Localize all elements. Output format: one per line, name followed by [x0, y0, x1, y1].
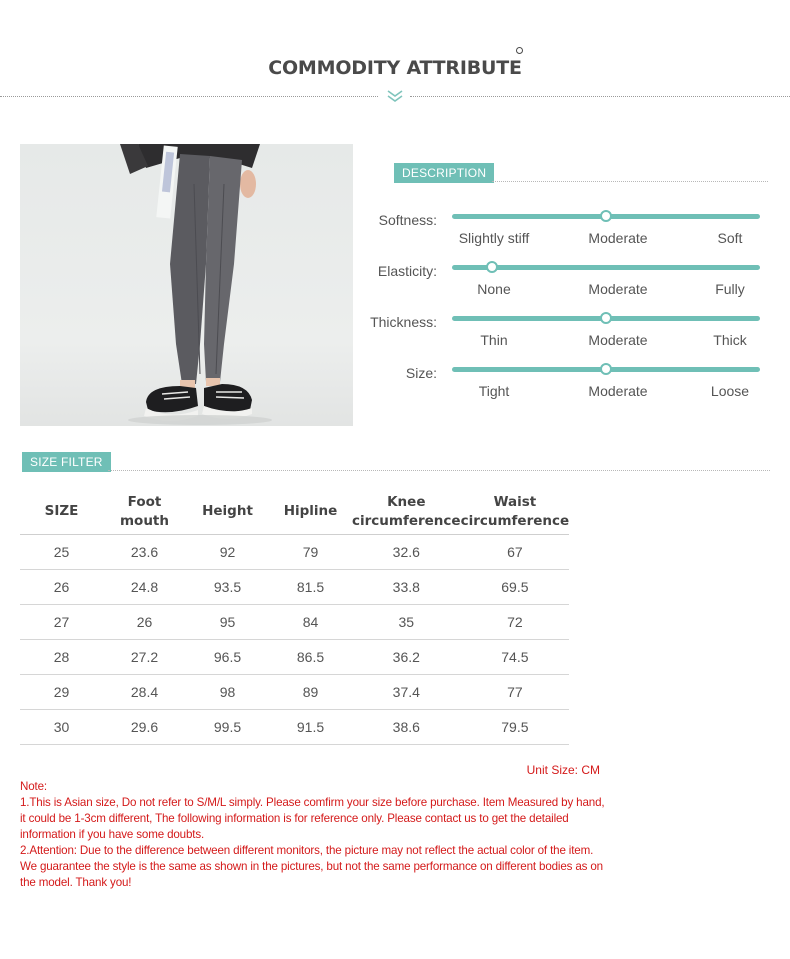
table-cell: 37.4 — [352, 674, 461, 709]
table-cell: 95 — [186, 604, 269, 639]
column-header-line: circumference — [460, 512, 570, 529]
column-header-line: Height — [202, 503, 253, 520]
column-header-line: SIZE — [44, 503, 79, 520]
table-row — [20, 709, 569, 744]
attribute-slider-track — [452, 265, 760, 270]
table-cell: 77 — [461, 674, 570, 709]
column-header-line: Hipline — [283, 503, 338, 520]
notes-line-1: 1.This is Asian size, Do not refer to S/M/L simply. Please comfirm your size before purchase. Item Measured by hand, it could be 1-3cm different, The following information is for reference only. Please contact us to get the detailed information if you have some doubts. — [20, 796, 605, 841]
table-cell: 38.6 — [352, 709, 461, 744]
column-header-line: Knee — [387, 493, 426, 510]
attribute-level-label: Fully — [715, 281, 745, 297]
size-table-header — [20, 490, 569, 534]
column-header — [20, 490, 103, 534]
table-cell: 79 — [269, 534, 352, 569]
column-header — [461, 490, 570, 534]
product-photo — [20, 144, 353, 426]
table-cell: 25 — [20, 534, 103, 569]
jeans-model-illustration — [20, 144, 353, 426]
table-cell: 72 — [461, 604, 570, 639]
attribute-level-label: Moderate — [588, 281, 648, 297]
attribute-slider-knob — [486, 261, 498, 273]
table-cell: 26 — [20, 569, 103, 604]
table-cell: 84 — [269, 604, 352, 639]
column-header-line: Waist — [493, 493, 537, 510]
table-cell: 86.5 — [269, 639, 352, 674]
table-cell: 24.8 — [103, 569, 186, 604]
table-cell: 27 — [20, 604, 103, 639]
attribute-level-label: Moderate — [588, 332, 648, 348]
size-table-body — [20, 534, 569, 744]
attribute-level-label: Moderate — [588, 383, 648, 399]
column-header — [269, 490, 352, 534]
table-cell: 32.6 — [352, 534, 461, 569]
description-divider — [492, 181, 768, 182]
attribute-level-label: Soft — [717, 230, 743, 246]
table-cell: 69.5 — [461, 569, 570, 604]
notes — [20, 779, 605, 891]
table-cell: 79.5 — [461, 709, 570, 744]
attribute-level-label: Thin — [480, 332, 508, 348]
attribute-label: Softness: — [378, 212, 437, 228]
attribute-level-label: Moderate — [588, 230, 648, 246]
table-cell: 93.5 — [186, 569, 269, 604]
column-header — [186, 490, 269, 534]
table-cell: 33.8 — [352, 569, 461, 604]
attribute-slider-knob — [600, 312, 612, 324]
divider-left — [0, 96, 378, 97]
table-row — [20, 569, 569, 604]
attribute-level-label: Slightly stiff — [458, 230, 530, 246]
table-cell: 23.6 — [103, 534, 186, 569]
divider-right — [410, 96, 790, 97]
column-header-line: Foot — [127, 493, 162, 510]
size-filter-tag: SIZE FILTER — [22, 452, 111, 472]
table-cell: 35 — [352, 604, 461, 639]
table-cell: 26 — [103, 604, 186, 639]
notes-heading: Note: — [20, 780, 47, 793]
table-cell: 81.5 — [269, 569, 352, 604]
ring-icon — [516, 47, 523, 54]
table-cell: 92 — [186, 534, 269, 569]
table-cell: 28.4 — [103, 674, 186, 709]
table-row — [20, 534, 569, 569]
table-row — [20, 604, 569, 639]
table-cell: 67 — [461, 534, 570, 569]
attribute-level-label: None — [477, 281, 511, 297]
column-header-line: circumference — [352, 512, 461, 529]
size-table — [20, 490, 569, 745]
table-cell: 28 — [20, 639, 103, 674]
attribute-level-label: Loose — [710, 383, 750, 399]
column-header — [352, 490, 461, 534]
chevron-down-double-icon — [386, 88, 404, 104]
attribute-level-label: Tight — [478, 383, 510, 399]
page-title: COMMODITY ATTRIBUTE — [268, 57, 522, 79]
attribute-label: Thickness: — [370, 314, 437, 330]
table-row — [20, 639, 569, 674]
notes-line-2: 2.Attention: Due to the difference between different monitors, the picture may not reflect the actual color of the item. We guarantee the style is the same as shown in the pictures, but not the same performance on different bodies as on the model. Thank you! — [20, 844, 603, 889]
unit-label: Unit Size: CM — [526, 763, 600, 777]
attribute-level-label: Thick — [713, 332, 747, 348]
attribute-slider-knob — [600, 363, 612, 375]
column-header-line: mouth — [119, 512, 170, 529]
table-cell: 96.5 — [186, 639, 269, 674]
table-cell: 36.2 — [352, 639, 461, 674]
table-cell: 29.6 — [103, 709, 186, 744]
description-tag: DESCRIPTION — [394, 163, 494, 183]
attribute-slider-knob — [600, 210, 612, 222]
table-cell: 98 — [186, 674, 269, 709]
column-header — [103, 490, 186, 534]
table-row — [20, 674, 569, 709]
table-cell: 99.5 — [186, 709, 269, 744]
size-filter-divider — [108, 470, 770, 471]
table-cell: 30 — [20, 709, 103, 744]
table-cell: 74.5 — [461, 639, 570, 674]
attribute-label: Elasticity: — [377, 263, 437, 279]
table-cell: 29 — [20, 674, 103, 709]
table-cell: 27.2 — [103, 639, 186, 674]
table-cell: 89 — [269, 674, 352, 709]
attribute-label: Size: — [405, 365, 437, 381]
table-cell: 91.5 — [269, 709, 352, 744]
